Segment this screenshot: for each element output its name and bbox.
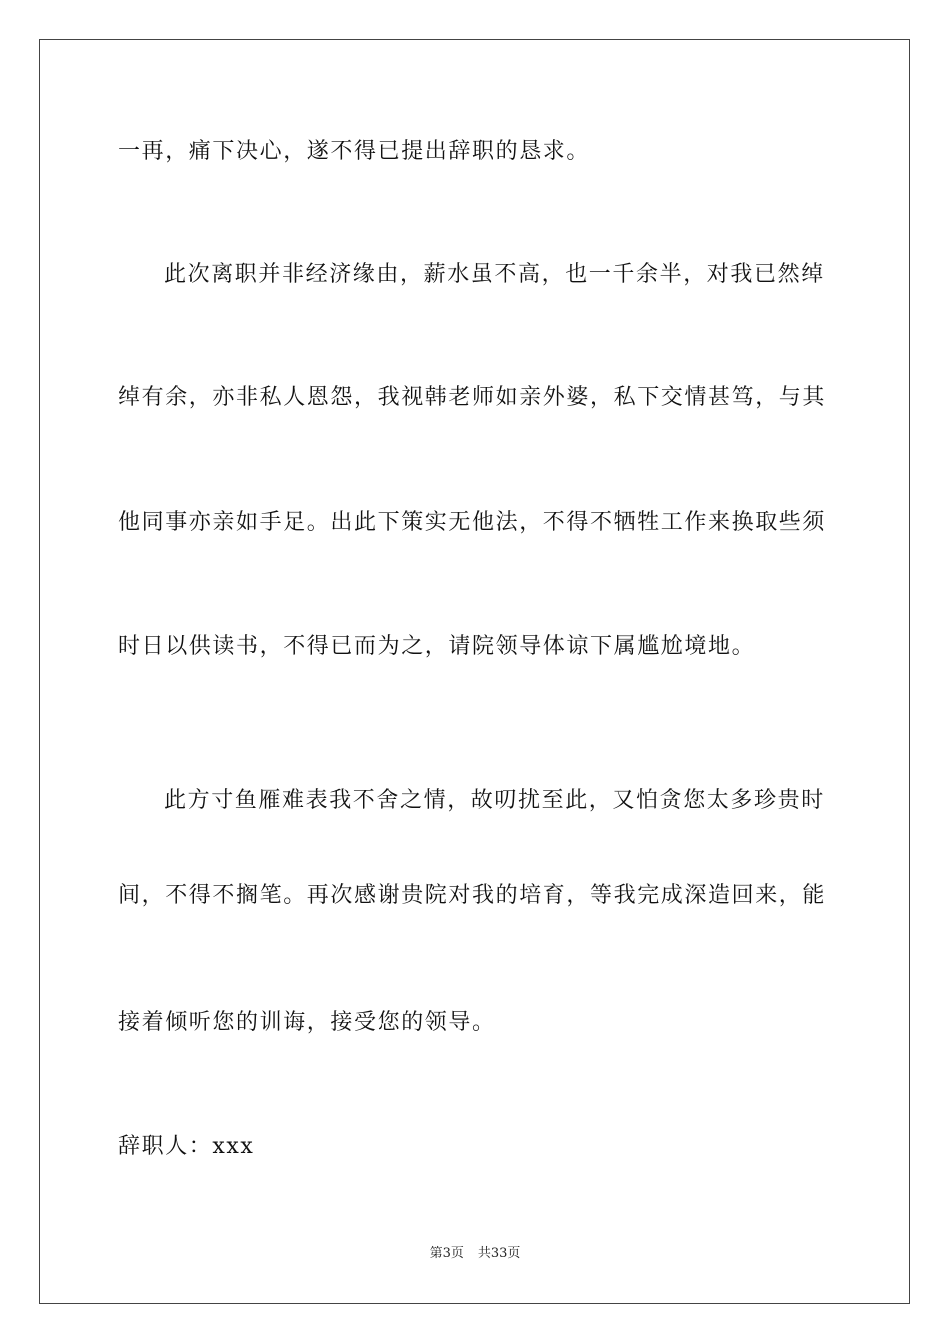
signature-line: 辞职人：xxx xyxy=(118,1134,255,1159)
page-total: 共33页 xyxy=(477,1246,521,1261)
paragraph-line-7: 间，不得不搁笔。再次感谢贵院对我的培育，等我完成深造回来，能 xyxy=(118,883,827,908)
page-footer xyxy=(0,1245,950,1263)
page-border xyxy=(39,39,910,1304)
paragraph-line-1: 一再，痛下决心，遂不得已提出辞职的恳求。 xyxy=(118,139,591,164)
paragraph-line-4: 他同事亦亲如手足。出此下策实无他法，不得不牺牲工作来换取些须 xyxy=(118,510,827,535)
paragraph-line-5: 时日以供读书，不得已而为之，请院领导体谅下属尴尬境地。 xyxy=(118,634,756,659)
paragraph-line-2: 此次离职并非经济缘由，薪水虽不高，也一千余半，对我已然绰 xyxy=(164,262,825,287)
page-number: 第3页 xyxy=(429,1246,464,1261)
paragraph-line-8: 接着倾听您的训诲，接受您的领导。 xyxy=(118,1010,496,1035)
paragraph-line-3: 绰有余，亦非私人恩怨，我视韩老师如亲外婆，私下交情甚笃，与其 xyxy=(118,385,827,410)
paragraph-line-6: 此方寸鱼雁难表我不舍之情，故叨扰至此，又怕贪您太多珍贵时 xyxy=(164,788,825,813)
